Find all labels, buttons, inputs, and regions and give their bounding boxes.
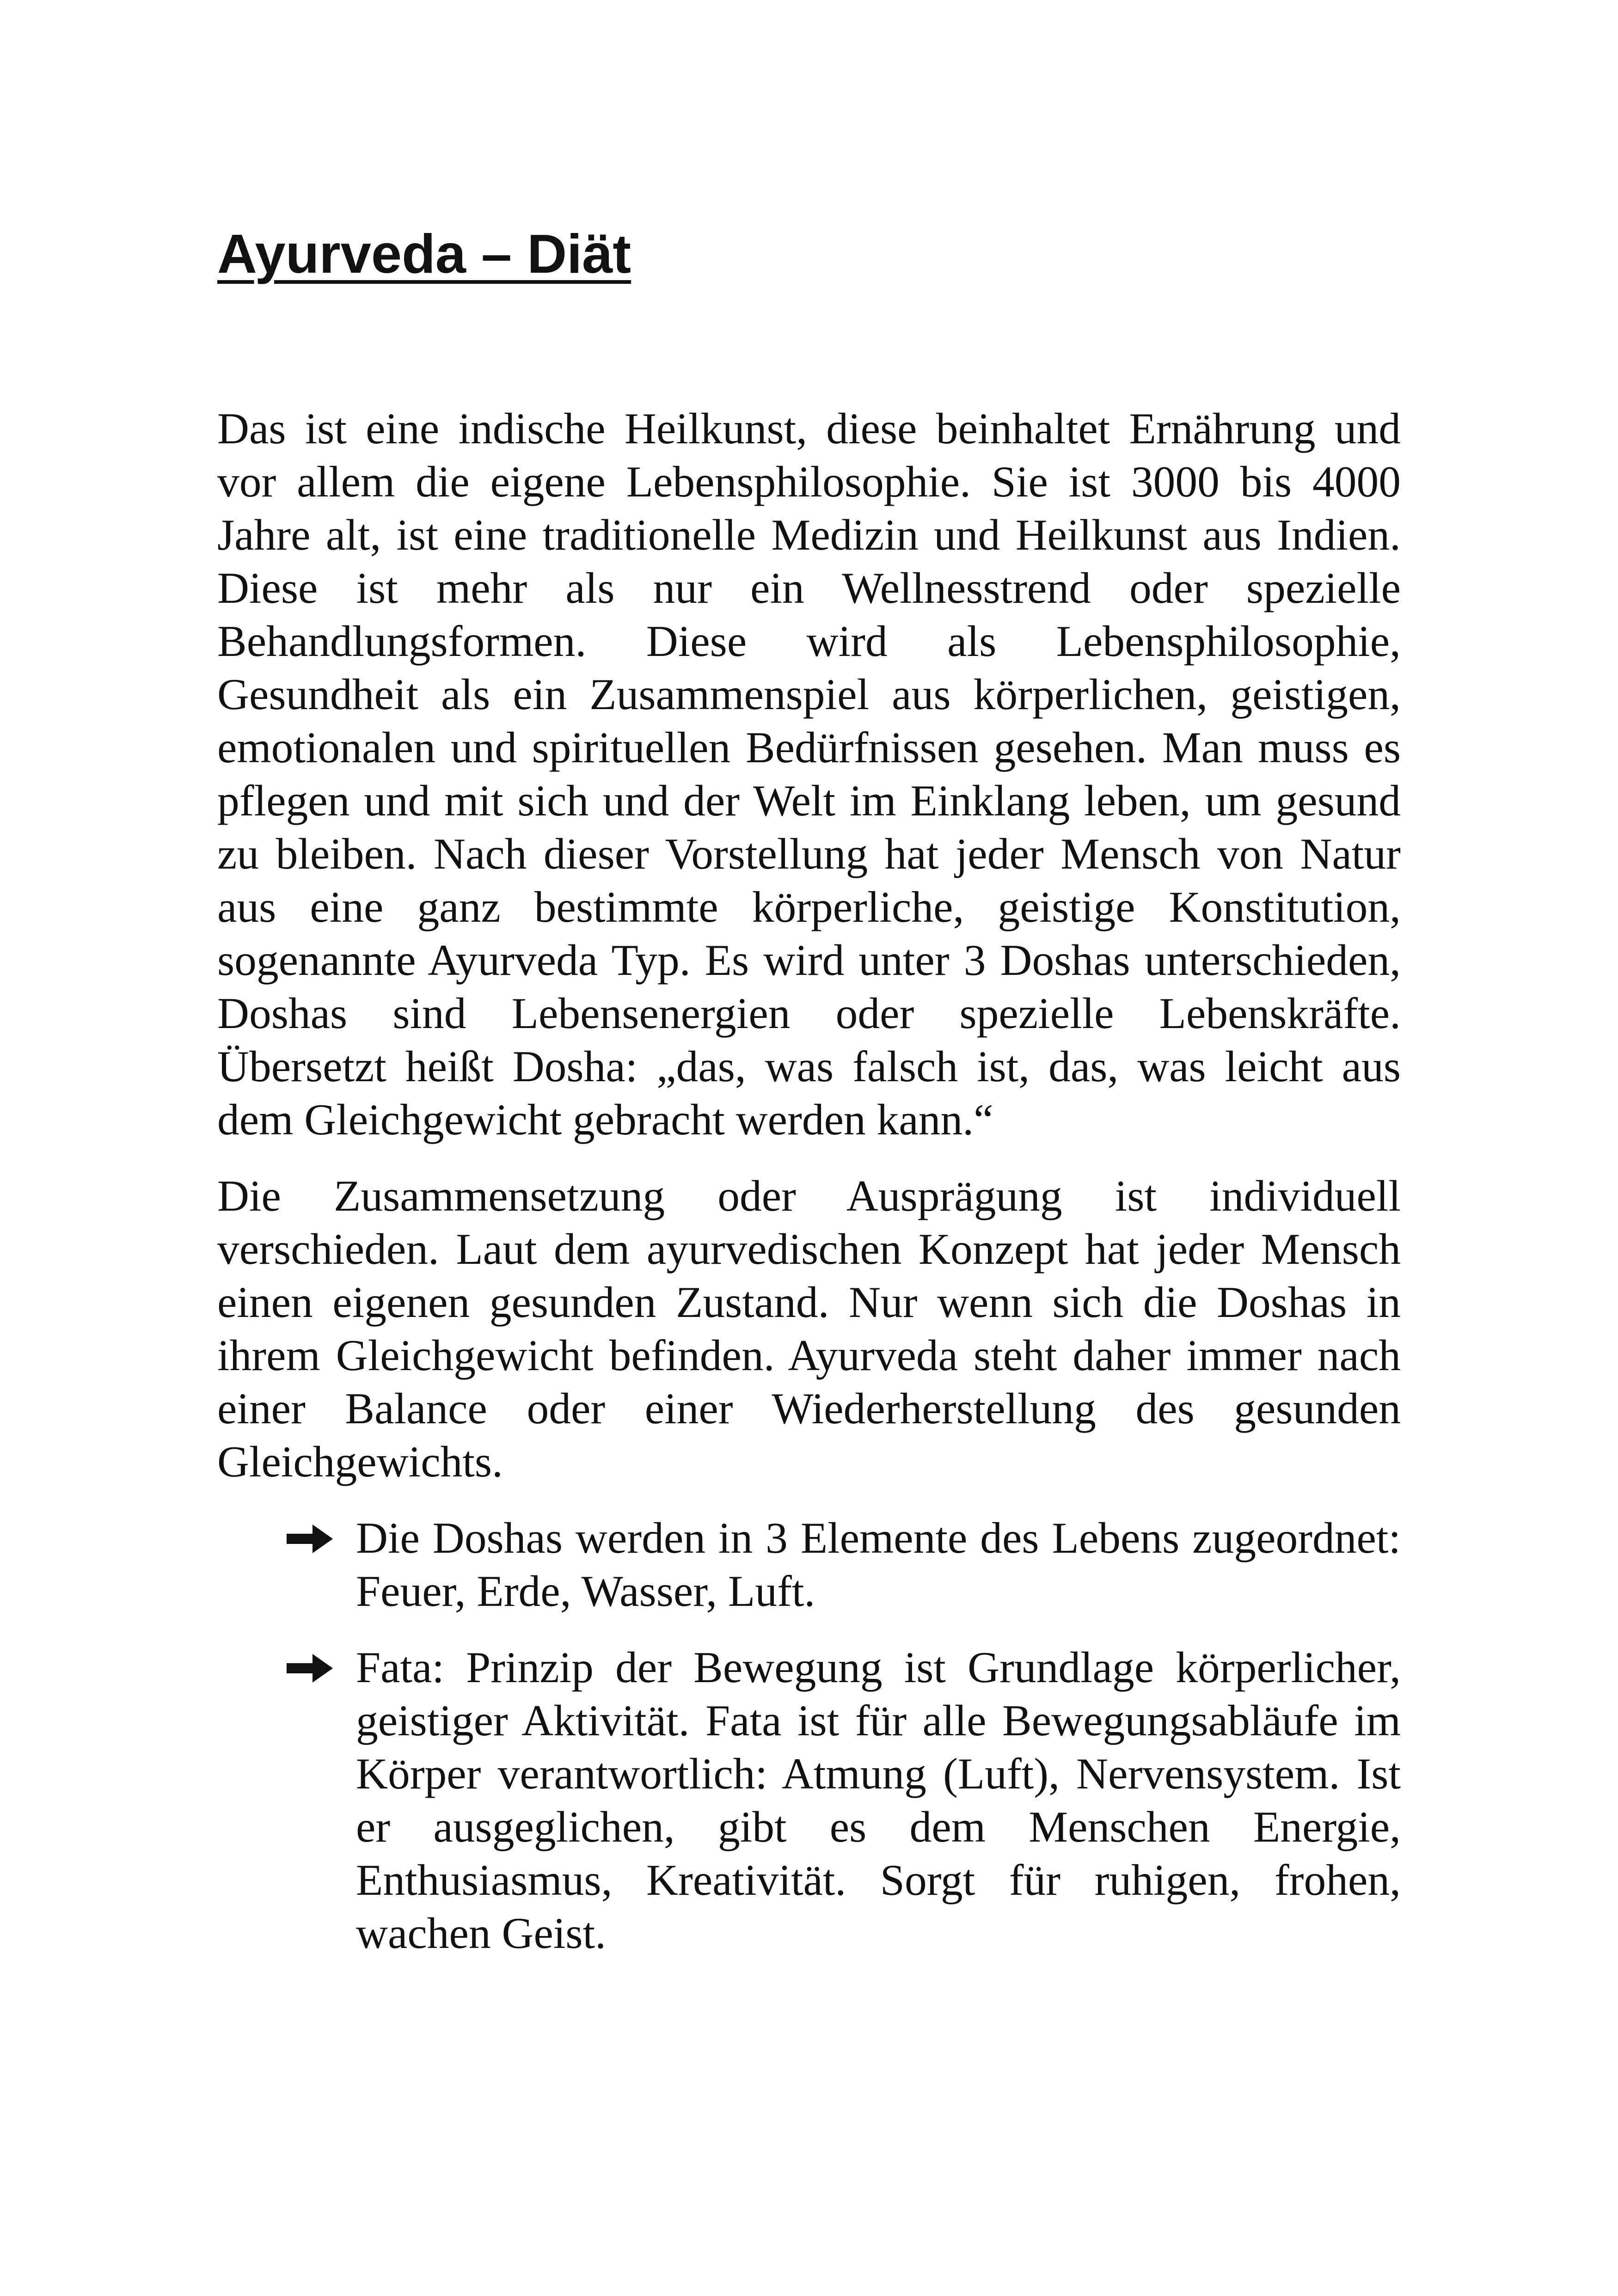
paragraph-introduction: Das ist eine indische Heilkunst, diese beinhaltet Ernährung und vor allem die eigene Lebensphilosophie. Sie ist 3000 bis 4000 Jahre alt, ist eine traditionelle Medizin und Heilkunst aus Indien. Diese ist mehr als nur ein Wellnesstrend oder spezielle Behandlungsformen. Diese wird als Lebensphilosophie, Gesundheit als ein Zusammenspiel aus körperlichen, geistigen, emotionalen und spirituellen Bedürfnissen gesehen. Man muss es pflegen und mit sich und der Welt im Einklang leben, um gesund zu bleiben. Nach dieser Vorstellung hat jeder Mensch von Natur aus eine ganz bestimmte körperliche, geistige Konstitution, sogenannte Ayurveda Typ. Es wird unter 3 Doshas unterschieden, Doshas sind Lebensenergien oder spezielle Lebenskräfte. Übersetzt heißt Dosha: „das, was falsch ist, das, was leicht aus dem Gleichgewicht gebracht werden kann.“ [217, 404, 1401, 1144]
document-title: Ayurveda – Diät [217, 223, 631, 285]
arrow-right-icon [287, 1654, 333, 1683]
paragraph-composition: Die Zusammensetzung oder Ausprägung ist individuell verschieden. Laut dem ayurvedischen Konzept hat jeder Mensch einen eigenen gesunden Zustand. Nur wenn sich die Doshas in ihrem Gleichgewicht befinden. Ayurveda steht daher immer nach einer Balance oder einer Wiederherstellung des gesunden Gleichgewichts. [217, 1171, 1401, 1486]
bullet-text-elements: Die Doshas werden in 3 Elemente des Lebens zugeordnet: Feuer, Erde, Wasser, Luft. [356, 1513, 1401, 1616]
arrow-right-icon [287, 1525, 333, 1553]
document-body [217, 402, 1401, 1960]
bullet-list [217, 1512, 1401, 1960]
bullet-text-fata: Fata: Prinzip der Bewegung ist Grundlage körperlicher, geistiger Aktivität. Fata ist für alle Bewegungsabläufe im Körper verantwortlich: Atmung (Luft), Nervensystem. Ist er ausgeglichen, gibt es dem Menschen Energie, Enthusiasmus, Kreativität. Sorgt für ruhigen, frohen, wachen Geist. [356, 1643, 1401, 1958]
bullet-item [217, 1641, 1401, 1960]
bullet-item [217, 1512, 1401, 1618]
